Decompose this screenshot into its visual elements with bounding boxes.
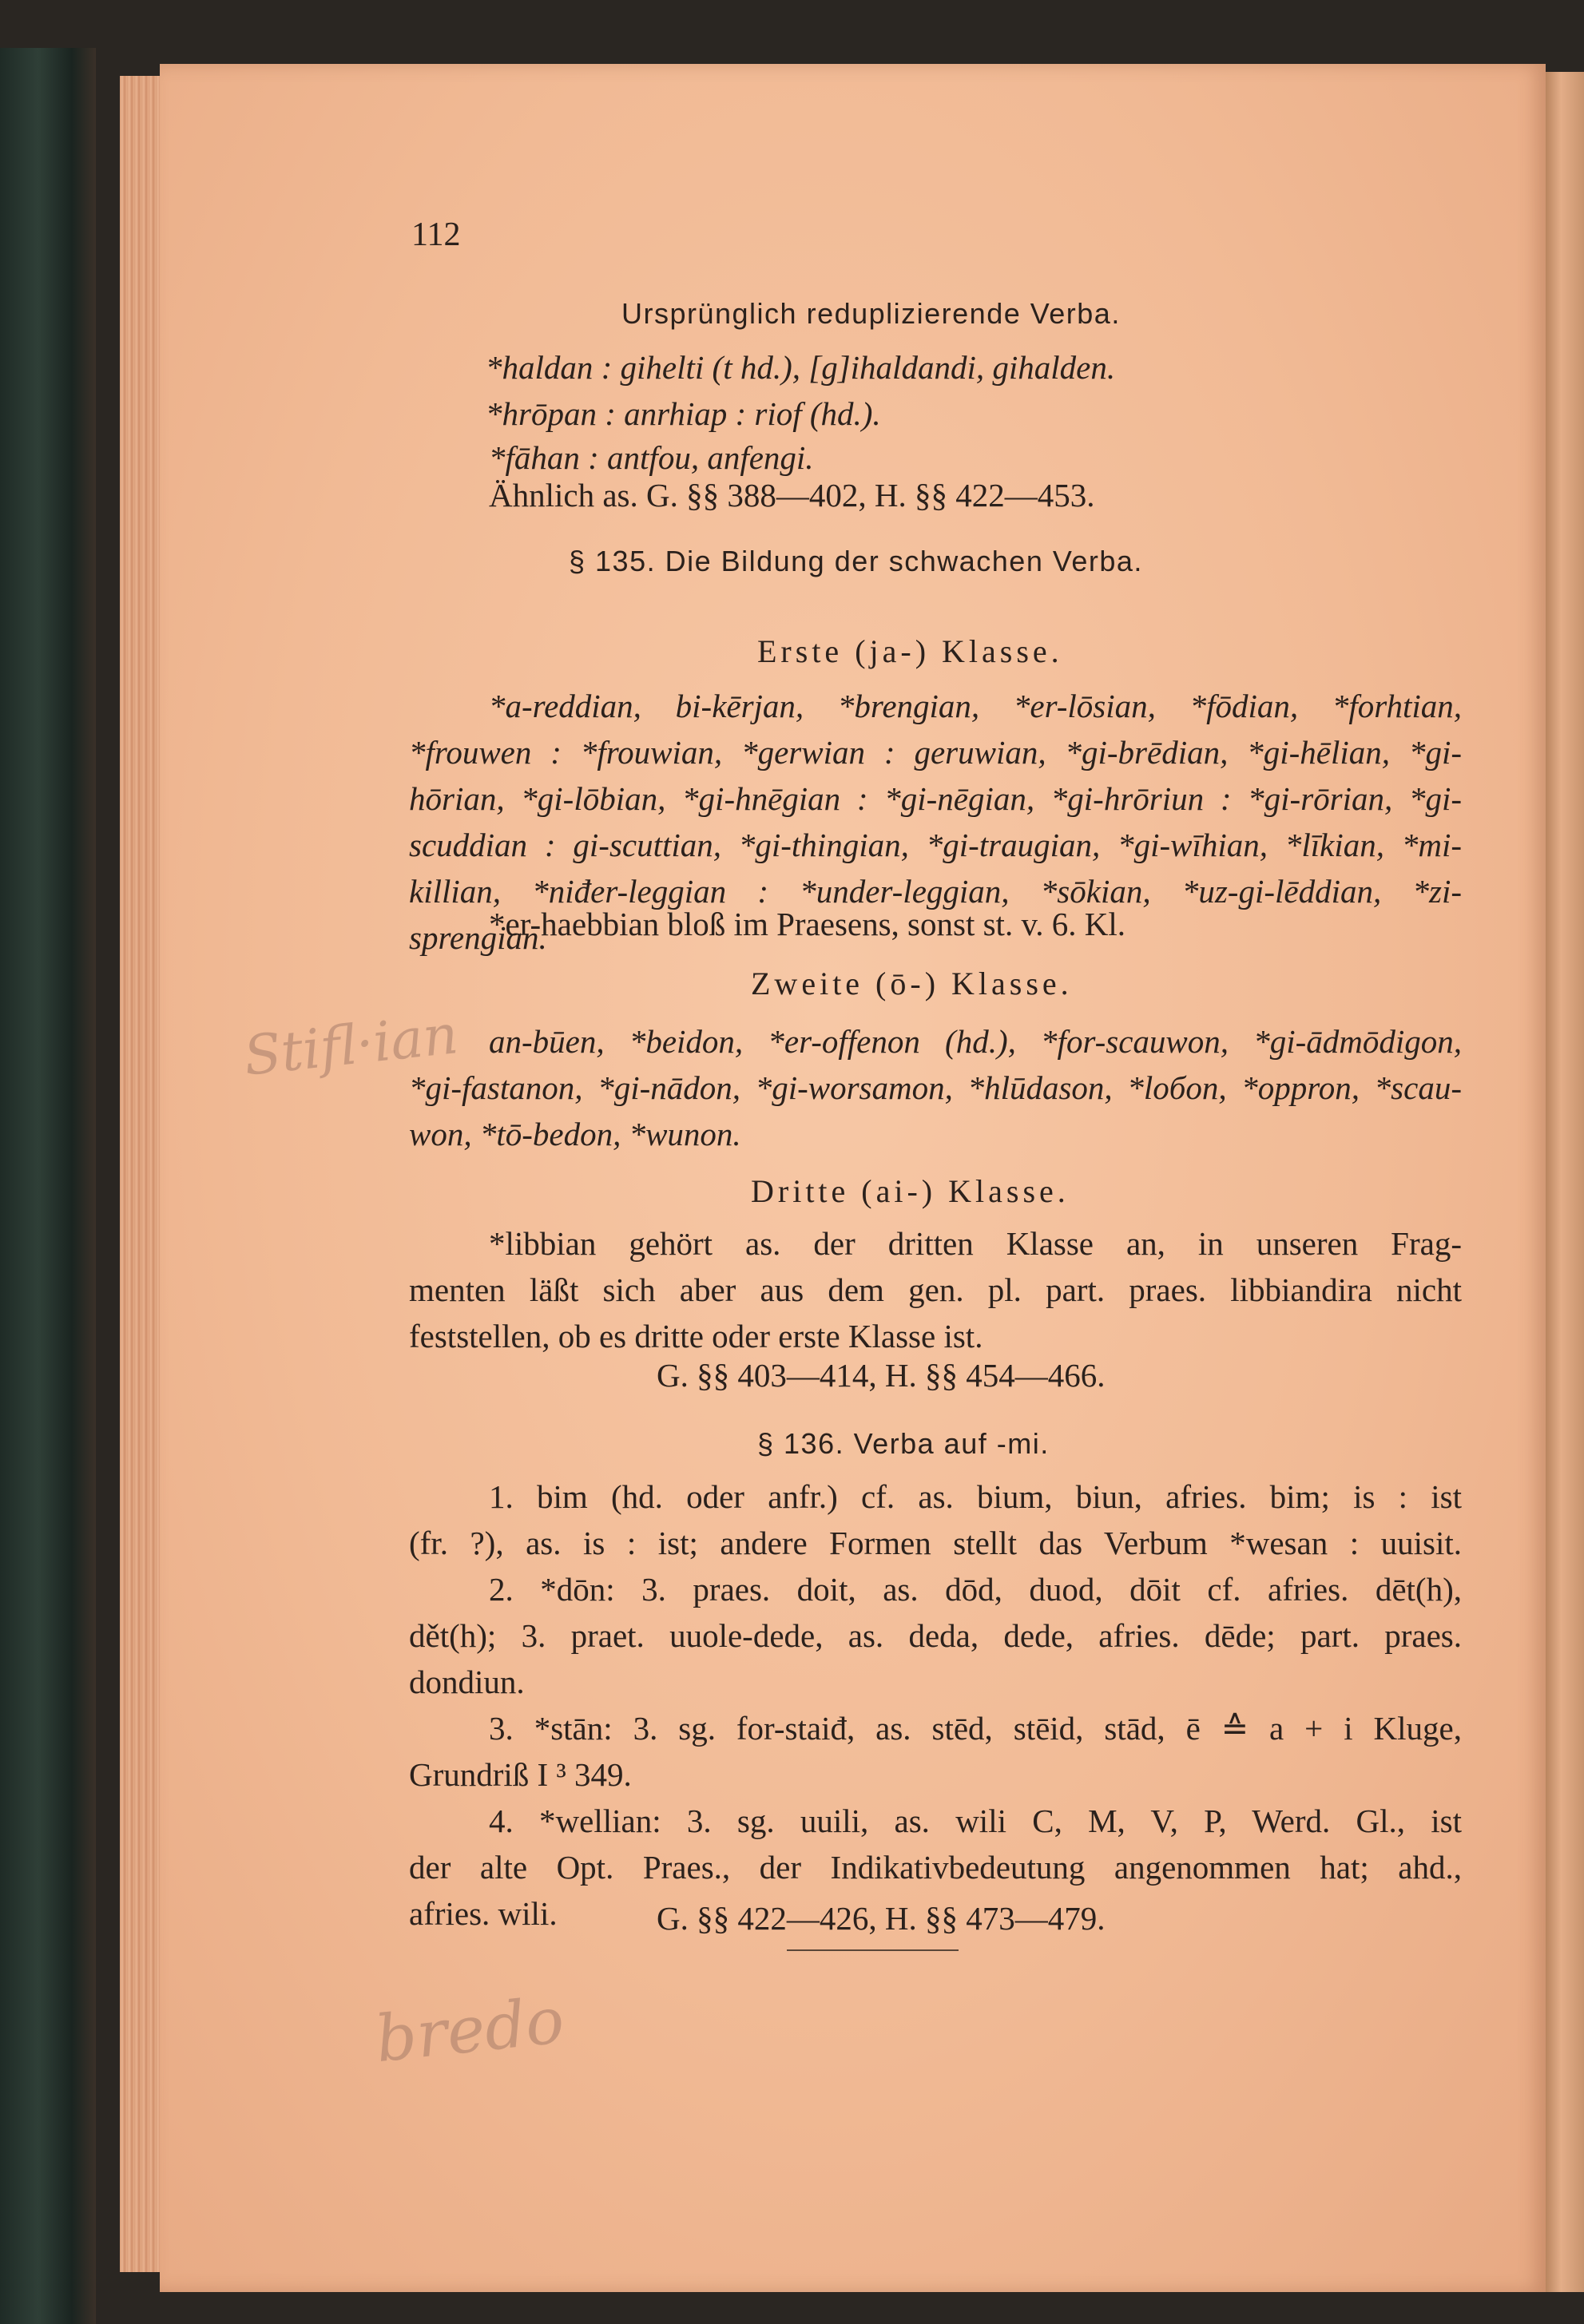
facing-page-edge [1546,72,1584,2292]
intro-line-1: *haldan : gihelti (t hd.), [g]ihaldandi, gihalden. [486,349,1116,386]
class1-line-5: killian, *niđer-leggian : *under-leggian, *sōkian, *uz-gi-lēddian, *zi- [409,873,1462,910]
class3-line-1: *libbian gehört as. der dritten Klasse an, in unseren Frag- [489,1225,1462,1262]
closing-rule [787,1949,959,1951]
item-4-line-3: afries. wili. [409,1895,558,1932]
item-4-line-1: 4. *wellian: 3. sg. uuili, as. wili C, M, V, P, Werd. Gl., ist [489,1802,1462,1839]
section-135-title: § 135. Die Bildung der schwachen Verba. [569,545,1143,577]
running-head: Ursprünglich reduplizierende Verba. [621,297,1121,330]
pencil-note-margin: Stifl·ian [240,1003,462,1089]
class2-paragraph [409,1018,1462,1157]
item-2-line-2: dět(h); 3. praet. uuole-dede, as. deda, dede, afries. dēde; part. praes. [409,1617,1462,1654]
pencil-note-bottom: bredo [371,1982,568,2077]
section-136-reference: G. §§ 422—426, H. §§ 473—479. [657,1900,1106,1937]
intro-line-3: *fāhan : antfou, anfengi. [489,439,814,476]
class1-line-1: *a-reddian, bi-kērjan, *brengian, *er-lōsian, *fōdian, *forhtian, [489,688,1462,724]
class2-heading: Zweite (ō-) Klasse. [751,966,1073,1001]
intro-line-4: Ähnlich as. G. §§ 388—402, H. §§ 422—453. [489,477,1095,514]
class1-line-6: sprengian. [409,919,547,956]
section-136-title: § 136. Verba auf -mi. [757,1427,1050,1460]
class3-line-3: feststellen, ob es dritte oder erste Klasse ist. [409,1318,983,1354]
class3-line-2: menten läßt sich aber aus dem gen. pl. part. praes. libbiandira nicht [409,1271,1462,1308]
class3-heading: Dritte (ai-) Klasse. [751,1173,1070,1209]
book-binding [0,48,96,2324]
item-3-line-1: 3. *stān: 3. sg. for-staiđ, as. stēd, stēid, stād, ē ≙ a + i Kluge, [489,1710,1462,1747]
item-2-line-1: 2. *dōn: 3. praes. doit, as. dōd, duod, dōit cf. afries. dēt(h), [489,1571,1462,1608]
class1-heading: Erste (ja-) Klasse. [757,633,1063,669]
item-4-line-2: der alte Opt. Praes., der Indikativbedeutung angenommen hat; ahd., [409,1849,1462,1886]
class2-line-1: an-būen, *beidon, *er-offenon (hd.), *for-scauwon, *gi-ādmōdigon, [489,1023,1462,1060]
item-2-line-3: dondiun. [409,1664,525,1700]
class1-line-3: hōrian, *gi-lōbian, *gi-hnēgian : *gi-nēgian, *gi-hrōriun : *gi-rōrian, *gi- [409,780,1462,817]
intro-line-2: *hrōpan : anrhiap : riof (hd.). [486,395,881,432]
item-3-line-2: Grundriß I ³ 349. [409,1756,632,1793]
page-number: 112 [411,216,461,253]
item-1-line-2: (fr. ?), as. is : ist; andere Formen stellt das Verbum *wesan : uuisit. [409,1525,1462,1561]
class2-line-2: *gi-fastanon, *gi-nādon, *gi-worsamon, *hlūdason, *loбon, *oppron, *scau- [409,1069,1462,1106]
class1-note: *er-haebbian bloß im Praesens, sonst st. v. 6. Kl. [489,906,1126,942]
class3-reference: G. §§ 403—414, H. §§ 454—466. [657,1357,1106,1394]
section-136-paragraph [409,1473,1462,1937]
class2-line-3: won, *tō-bedon, *wunon. [409,1116,741,1152]
class3-paragraph [409,1220,1462,1359]
item-1-line-1: 1. bim (hd. oder anfr.) cf. as. bium, biun, afries. bim; is : ist [489,1478,1462,1515]
class1-line-4: scuddian : gi-scuttian, *gi-thingian, *gi-traugian, *gi-wīhian, *līkian, *mi- [409,827,1462,863]
class1-line-2: *frouwen : *frouwian, *gerwian : geruwian, *gi-brēdian, *gi-hēlian, *gi- [409,734,1462,771]
